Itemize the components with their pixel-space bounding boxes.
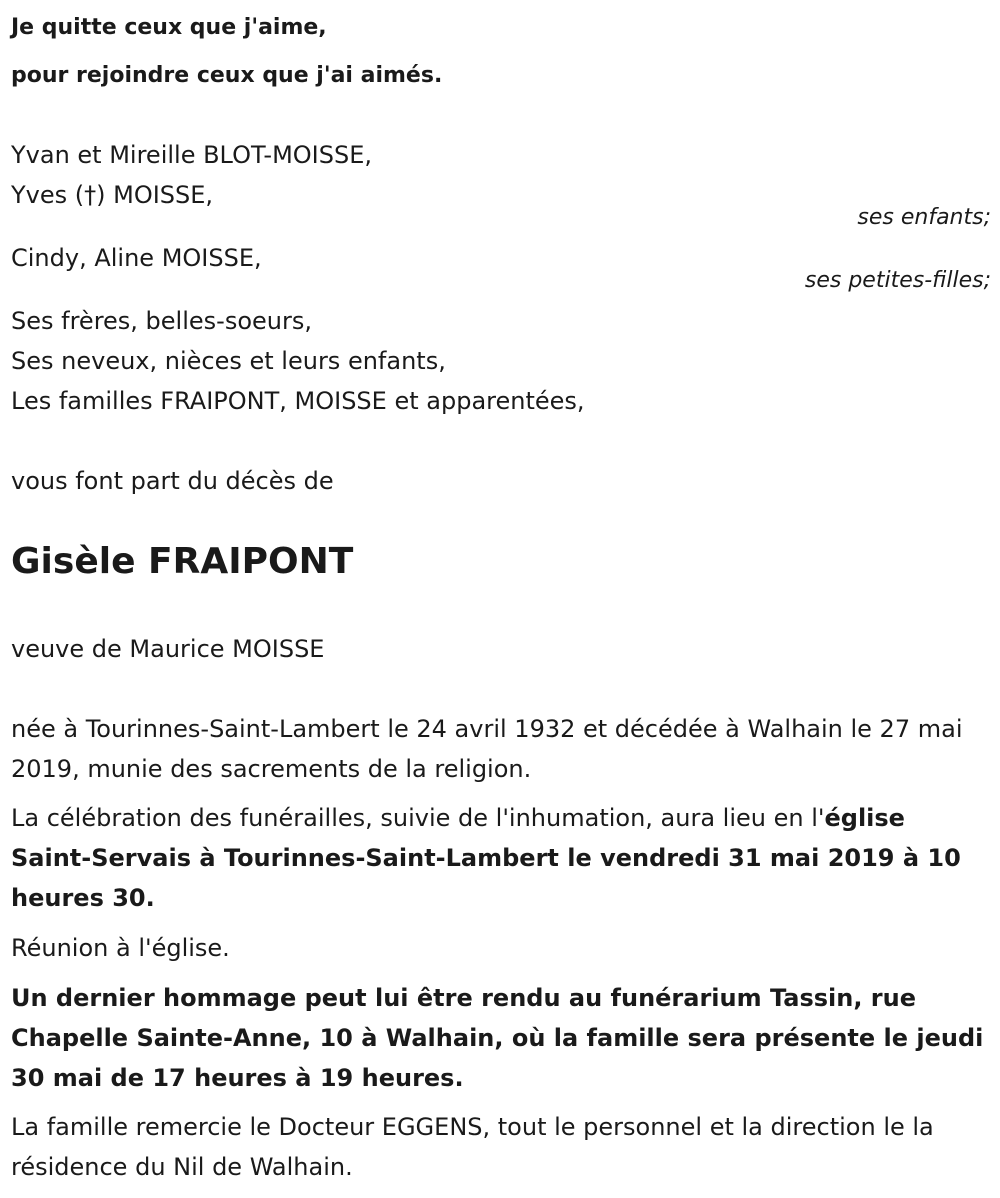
grandchildren-role: ses petites-filles; [804,268,991,293]
funeral-intro: La célébration des funérailles, suivie de l'inhumation, aura lieu en l' [11,804,825,832]
funeral-paragraph [11,798,991,918]
thanks-paragraph: La famille remercie le Docteur EGGENS, tout le personnel et la direction le la résidence du Nil de Walhain. [11,1113,934,1181]
epigraph-line-1: Je quitte ceux que j'aime, [11,15,327,40]
tribute-paragraph: Un dernier hommage peut lui être rendu au funérarium Tassin, rue Chapelle Sainte-Anne, 10 à Walhain, où la famille sera présente le jeudi 30 mai de 17 heures à 19 heures. [11,984,984,1092]
epigraph-line-2: pour rejoindre ceux que j'ai aimés. [11,63,443,88]
gathering-note: Réunion à l'église. [11,934,230,962]
children-role: ses enfants; [857,205,991,230]
relatives-line-3: Les familles FRAIPONT, MOISSE et apparentées, [11,387,585,415]
funeral-details: église Saint-Servais à Tourinnes-Saint-Lambert le vendredi 31 mai 2019 à 10 heures 30. [11,804,961,912]
relatives-line-1: Ses frères, belles-soeurs, [11,307,312,335]
announcement: vous font part du décès de [11,467,334,495]
relatives-line-2: Ses neveux, nièces et leurs enfants, [11,347,446,375]
birth-death-paragraph: née à Tourinnes-Saint-Lambert le 24 avril 1932 et décédée à Walhain le 27 mai 2019, munie des sacrements de la religion. [11,715,963,783]
children-line-1: Yvan et Mireille BLOT-MOISSE, [11,141,373,169]
grandchildren-line: Cindy, Aline MOISSE, [11,244,262,272]
deceased-name: Gisèle FRAIPONT [11,541,354,582]
widow-of: veuve de Maurice MOISSE [11,635,325,663]
children-line-2: Yves (†) MOISSE, [11,181,214,209]
